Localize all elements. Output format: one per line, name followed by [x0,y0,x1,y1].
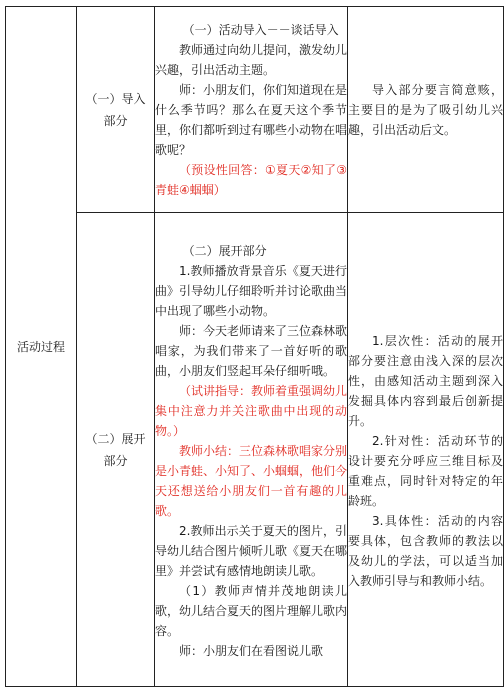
expand-paragraph-4: （1）教师声情并茂地朗读儿歌，幼儿结合夏天的图片理解儿歌内容。 [155,583,348,638]
expand-heading: （二）展开部分 [182,243,267,258]
expand-guidance: （试讲指导：教师着重强调幼儿集中注意力并关注歌曲中出现的动物。） [155,383,348,438]
expand-note-1: 1.层次性：活动的展开部分要注意由浅入深的层次性，由感知活动主题到深入发掘具体内容到最后创新提升。 [348,333,503,428]
intro-preset-answer: （预设性回答：①夏天②知了③青蛙④蝈蝈） [155,162,347,197]
intro-part-label-line2: 部分 [103,113,128,128]
intro-paragraph-2: 师：小朋友们，你们知道现在是什么季节吗？那么在夏天这个季节里，你们都听到过有哪些小动物在唱歌呢？ [155,82,348,157]
intro-heading: （一）活动导入－－谈话导入 [182,22,339,37]
intro-part-label-line1: （一）导入 [85,91,146,106]
expand-row [6,213,504,687]
expand-paragraph-5: 师：小朋友们在看图说儿歌 [179,643,324,658]
expand-summary: 教师小结：三位森林歌唱家分别是小青蛙、小知了、小蝈蝈，他们今天还想送给小朋友们一首有趣的儿歌。 [155,443,348,518]
expand-note-2: 2.针对性：活动环节的设计要充分呼应三维目标及重难点，同时针对特定的年龄班。 [348,433,503,508]
intro-part-cell [77,7,155,213]
expand-body-cell [155,213,348,687]
stage-label: 活动过程 [16,340,65,354]
expand-paragraph-3: 2.教师出示关于夏天的图片，引导幼儿结合图片倾听儿歌《夏天在哪里》并尝试有感情地朗读儿歌。 [155,523,348,578]
lesson-plan-table [5,6,504,687]
intro-note-cell [348,7,504,213]
expand-part-label-line1: （二）展开 [85,431,146,446]
expand-part-label-line2: 部分 [103,453,128,468]
expand-note-3: 3.具体性：活动的内容要具体，包含教师的教法以及幼儿的学法，可以适当加入教师引导与和教师小结。 [348,513,503,588]
expand-paragraph-1: 1.教师播放背景音乐《夏天进行曲》引导幼儿仔细聆听并讨论歌曲当中出现了哪些小动物。 [155,263,348,318]
intro-row [6,7,504,213]
stage-cell [6,7,77,687]
expand-part-cell [77,213,155,687]
intro-body-cell [155,7,348,213]
expand-paragraph-2: 师：今天老师请来了三位森林歌唱家，为我们带来了一首好听的歌曲，小朋友们竖起耳朵仔细听哦。 [155,323,348,378]
intro-note: 导入部分要言简意赅，主要目的是为了吸引幼儿兴趣，引出活动后文。 [348,82,503,137]
intro-paragraph-1: 教师通过向幼儿提问，激发幼儿兴趣，引出活动主题。 [155,42,348,77]
expand-note-cell [348,213,504,687]
